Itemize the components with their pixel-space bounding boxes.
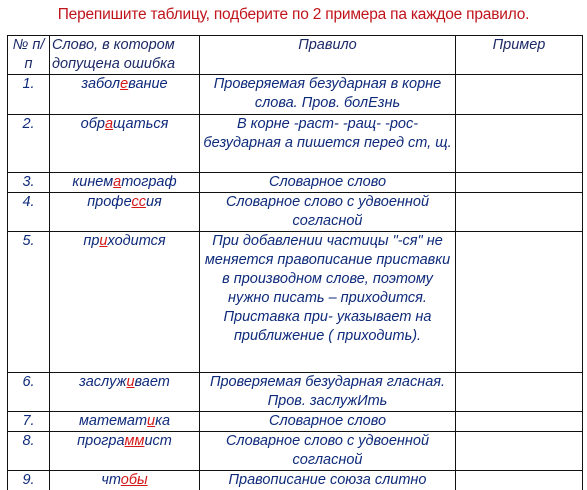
table-row — [8, 115, 583, 173]
example-cell — [456, 173, 583, 193]
row-number: 6. — [8, 373, 50, 412]
rule-text: При добавлении частицы "-ся" не меняется правописание приставки в производном слове, поэтому нужно писать – приходится. Приставка при- указывает на приближение ( приходить). — [200, 232, 456, 373]
misspelled-word — [50, 412, 200, 432]
table-body — [8, 75, 583, 490]
example-cell — [456, 432, 583, 471]
column-header-rule: Правило — [200, 36, 456, 75]
table-header-row — [8, 36, 583, 75]
word-start: кинем — [72, 174, 114, 190]
example-cell — [456, 75, 583, 115]
rule-text: Словарное слово с удвоенной согласной — [200, 193, 456, 232]
misspelled-word — [50, 193, 200, 232]
word-start: математ — [78, 413, 148, 429]
rule-text: Словарное слово с удвоенной согласной — [200, 432, 456, 471]
word-start: програ — [77, 433, 125, 449]
misspelled-word — [50, 432, 200, 471]
word-end: тограф — [121, 174, 177, 190]
error-letter-highlight: и — [126, 374, 135, 390]
column-header-word: Слово, в котором допущена ошибка — [50, 36, 200, 75]
row-number: 1. — [8, 75, 50, 115]
rule-text: Правописание союза слитно — [200, 471, 456, 490]
word-end: вание — [128, 76, 168, 92]
assignment-heading: Перепишите таблицу, подберите по 2 примера па каждое правило. — [57, 6, 530, 23]
rule-text: В корне -раст- -ращ- -рос- безударная а пишется перед ст, щ. — [200, 115, 456, 173]
row-number: 4. — [8, 193, 50, 232]
word-end: вает — [134, 374, 170, 390]
word-end: ка — [155, 413, 171, 429]
word-end: ист — [144, 433, 172, 449]
column-header-example: Пример — [456, 36, 583, 75]
error-letter-highlight: е — [120, 76, 129, 92]
table-row — [8, 432, 583, 471]
word-end: ия — [145, 194, 162, 210]
example-cell — [456, 412, 583, 432]
error-letter-highlight: обы — [120, 472, 148, 488]
word-start: обр — [80, 116, 105, 132]
table-row — [8, 173, 583, 193]
word-start: профе — [87, 194, 132, 210]
example-cell — [456, 373, 583, 412]
table-row — [8, 412, 583, 432]
misspelled-word — [50, 173, 200, 193]
example-cell — [456, 471, 583, 490]
error-letter-highlight: мм — [124, 433, 145, 449]
misspelled-word — [50, 232, 200, 373]
table-row — [8, 232, 583, 373]
table-row — [8, 373, 583, 412]
table-row — [8, 75, 583, 115]
row-number: 2. — [8, 115, 50, 173]
error-letter-highlight: а — [113, 174, 122, 190]
word-start: чт — [101, 472, 121, 488]
row-number: 5. — [8, 232, 50, 373]
rule-text: Проверяемая безударная в корне слова. Пров. болЕзнь — [200, 75, 456, 115]
example-cell — [456, 232, 583, 373]
table-row — [8, 471, 583, 490]
row-number: 3. — [8, 173, 50, 193]
error-letter-highlight: и — [147, 413, 156, 429]
word-start: пр — [83, 233, 100, 249]
example-cell — [456, 115, 583, 173]
misspelled-word — [50, 75, 200, 115]
misspelled-word — [50, 471, 200, 490]
table-row — [8, 193, 583, 232]
rule-text: Словарное слово — [200, 412, 456, 432]
column-header-number: № п/п — [8, 36, 50, 75]
example-cell — [456, 193, 583, 232]
word-start: забол — [81, 76, 121, 92]
row-number: 9. — [8, 471, 50, 490]
error-letter-highlight: а — [104, 116, 114, 132]
rules-table — [7, 35, 583, 490]
word-start: заслуж — [79, 374, 127, 390]
rule-text: Словарное слово — [200, 173, 456, 193]
misspelled-word — [50, 373, 200, 412]
row-number: 7. — [8, 412, 50, 432]
error-letter-highlight: и — [99, 233, 108, 249]
misspelled-word — [50, 115, 200, 173]
word-end: щаться — [113, 116, 169, 132]
row-number: 8. — [8, 432, 50, 471]
rule-text: Проверяемая безударная гласная. Пров. заслужИть — [200, 373, 456, 412]
error-letter-highlight: сс — [131, 194, 146, 210]
word-end: ходится — [107, 233, 166, 249]
